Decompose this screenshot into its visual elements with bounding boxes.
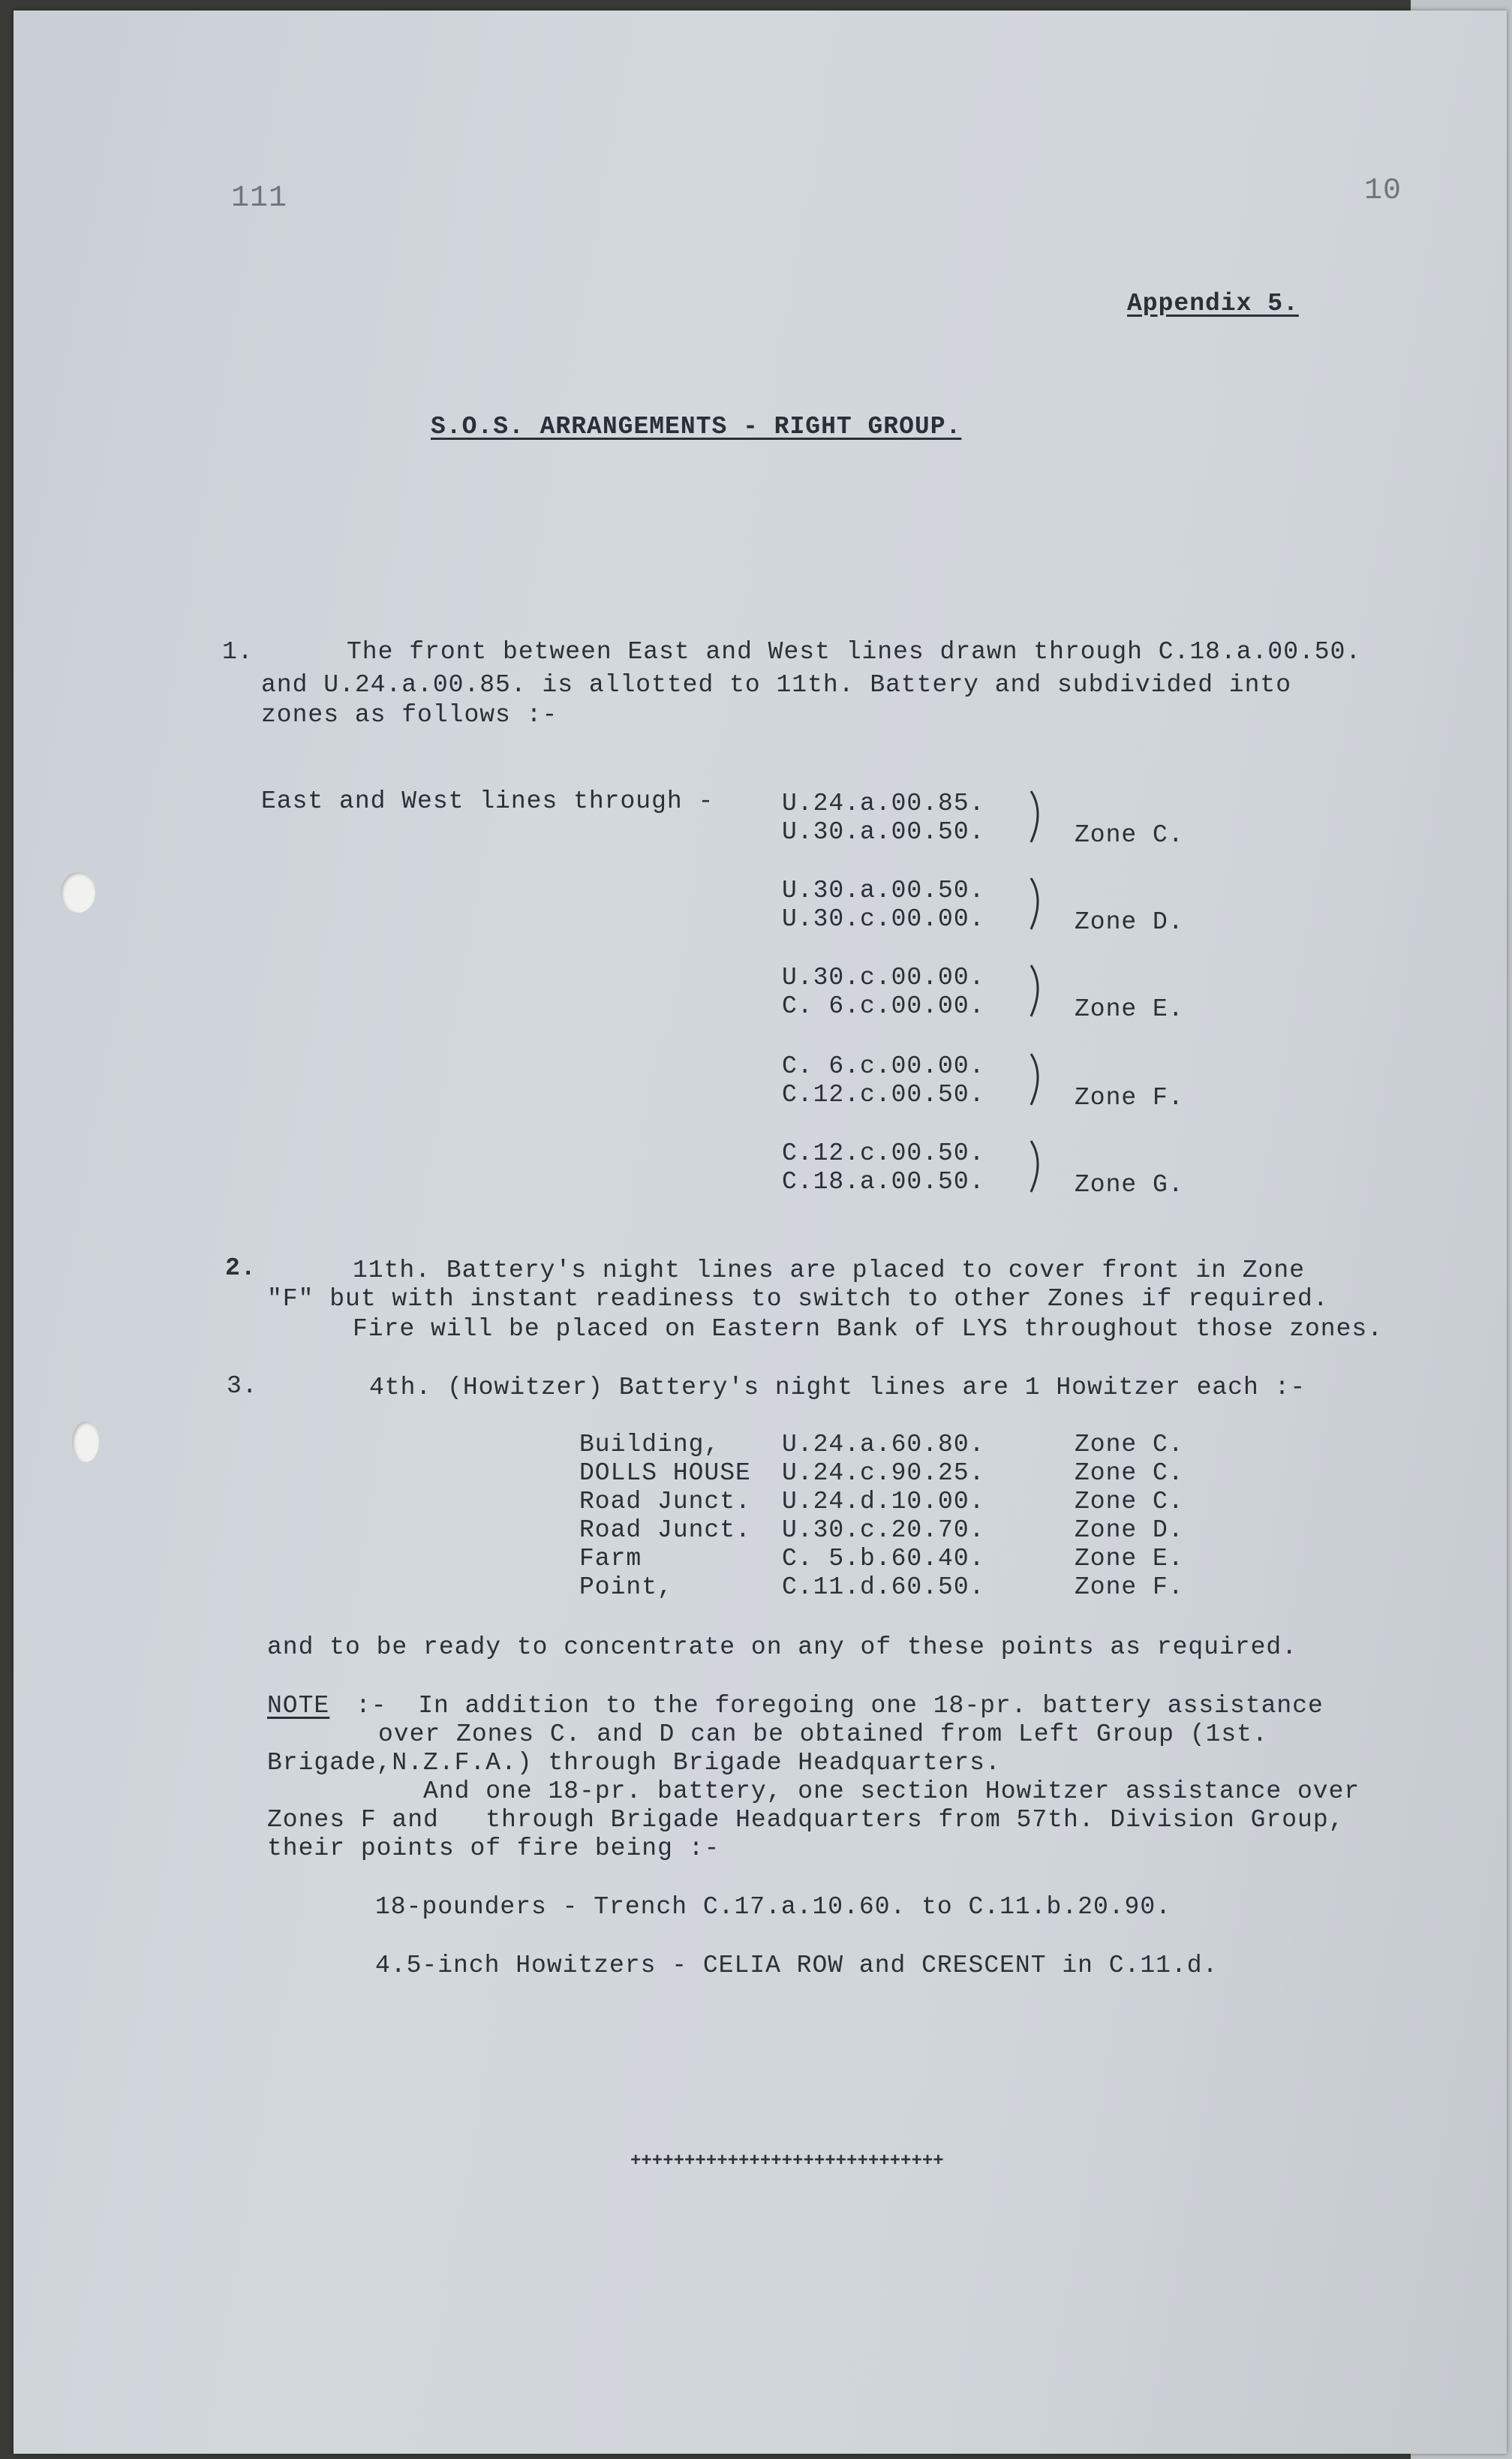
howitzer-name: Farm <box>579 1545 642 1573</box>
howitzer-name: DOLLS HOUSE <box>579 1459 751 1487</box>
bracket-zone-e <box>1031 965 1038 1016</box>
folio-right: 10 <box>1364 174 1402 208</box>
zone-e-to: C. 6.c.00.00. <box>782 992 985 1020</box>
zone-f-label: Zone F. <box>1075 1084 1184 1112</box>
para2-line-3: Fire will be placed on Eastern Bank of LYS throughout those zones. <box>353 1315 1384 1343</box>
zones-lead: East and West lines through - <box>261 787 714 815</box>
howitzer-ref: U.30.c.20.70. <box>782 1516 985 1544</box>
bracket-zone-f <box>1031 1054 1038 1105</box>
howitzer-ref: U.24.d.10.00. <box>782 1488 985 1515</box>
howitzer-zone: Zone C. <box>1075 1488 1184 1515</box>
howitzer-zone: Zone D. <box>1075 1516 1184 1544</box>
note-line-6: their points of fire being :- <box>267 1834 720 1862</box>
howitzer-ref: C.11.d.60.50. <box>782 1573 985 1601</box>
para2-line-1: 11th. Battery's night lines are placed to cover front in Zone <box>353 1257 1305 1284</box>
document-title: S.O.S. ARRANGEMENTS - RIGHT GROUP. <box>431 413 962 441</box>
howitzer-ref: U.24.c.90.25. <box>782 1459 985 1487</box>
fire-line-18pr: 18-pounders - Trench C.17.a.10.60. to C.11.b.20.90. <box>375 1893 1171 1921</box>
bracket-zone-d <box>1031 878 1038 929</box>
zone-g-from: C.12.c.00.50. <box>782 1139 985 1167</box>
zone-d-from: U.30.a.00.50. <box>782 877 985 904</box>
howitzer-name: Road Junct. <box>579 1516 751 1544</box>
howitzer-ref: C. 5.b.60.40. <box>782 1545 985 1573</box>
para2-number: 2. <box>225 1254 257 1282</box>
para1-line-2: and U.24.a.00.85. is allotted to 11th. Battery and subdivided into <box>261 671 1292 699</box>
punch-hole-top <box>61 872 95 913</box>
para3-number: 3. <box>227 1372 258 1400</box>
folio-left: 111 <box>231 182 288 215</box>
bracket-zone-g <box>1031 1141 1038 1192</box>
zone-e-label: Zone E. <box>1075 995 1184 1023</box>
note-line-3: Brigade,N.Z.F.A.) through Brigade Headquarters. <box>267 1749 1001 1777</box>
zone-c-from: U.24.a.00.85. <box>782 790 985 817</box>
para1-number: 1. <box>222 638 254 666</box>
howitzer-zone: Zone C. <box>1075 1459 1184 1487</box>
howitzer-ref: U.24.a.60.80. <box>782 1431 985 1458</box>
zone-g-label: Zone G. <box>1075 1171 1184 1199</box>
zone-f-to: C.12.c.00.50. <box>782 1081 985 1109</box>
howitzer-zone: Zone C. <box>1075 1431 1184 1458</box>
howitzer-name: Point, <box>579 1573 673 1601</box>
ready-line: and to be ready to concentrate on any of these points as required. <box>267 1633 1298 1661</box>
zone-c-label: Zone C. <box>1075 821 1184 849</box>
howitzer-zone: Zone F. <box>1075 1573 1184 1601</box>
zone-d-to: U.30.c.00.00. <box>782 905 985 933</box>
para2-line-2: "F" but with instant readiness to switch to other Zones if required. <box>267 1285 1329 1313</box>
howitzer-name: Road Junct. <box>579 1488 751 1515</box>
note-line-4: And one 18-pr. battery, one section Howitzer assistance over <box>423 1777 1360 1805</box>
zone-e-from: U.30.c.00.00. <box>782 964 985 992</box>
appendix-label: Appendix 5. <box>1127 290 1299 318</box>
end-rule: +++++++++++++++++++++++++++++ <box>630 2151 944 2172</box>
punch-hole-bottom <box>72 1422 99 1462</box>
bracket-zone-c <box>1031 791 1038 842</box>
zone-brackets <box>1024 784 1054 1204</box>
para3-line: 4th. (Howitzer) Battery's night lines are 1 Howitzer each :- <box>369 1374 1306 1401</box>
zone-c-to: U.30.a.00.50. <box>782 818 985 846</box>
para1-line-3: zones as follows :- <box>261 701 558 729</box>
note-line-2: over Zones C. and D can be obtained from Left Group (1st. <box>378 1720 1268 1748</box>
note-line-1: :- In addition to the foregoing one 18-pr. battery assistance <box>356 1692 1324 1720</box>
para1-line-1: The front between East and West lines drawn through C.18.a.00.50. <box>347 638 1362 666</box>
howitzer-zone: Zone E. <box>1075 1545 1184 1573</box>
howitzer-name: Building, <box>579 1431 720 1458</box>
document-page <box>14 11 1507 2454</box>
zone-d-label: Zone D. <box>1075 908 1184 936</box>
note-line-5: Zones F and through Brigade Headquarters from 57th. Division Group, <box>267 1806 1345 1834</box>
note-label: NOTE <box>267 1692 330 1720</box>
zone-f-from: C. 6.c.00.00. <box>782 1052 985 1080</box>
zone-g-to: C.18.a.00.50. <box>782 1168 985 1196</box>
fire-line-howitzer: 4.5-inch Howitzers - CELIA ROW and CRESCENT in C.11.d. <box>375 1952 1219 1979</box>
